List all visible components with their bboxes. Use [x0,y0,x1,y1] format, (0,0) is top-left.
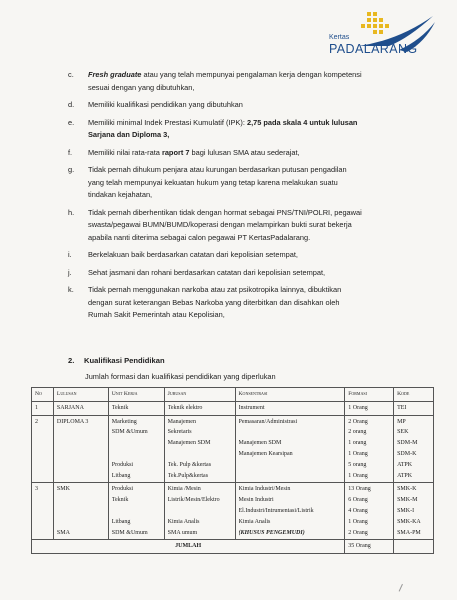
cell-formasi [345,415,394,483]
list-item [68,99,426,112]
cell-lulusan [53,415,108,483]
cell-line: 2 [35,418,38,425]
cell-line: SMK-K [397,486,417,493]
cell-line: 1 Orang [348,404,368,411]
cell-lulusan [53,401,108,415]
cell-line: Produksi [111,461,134,468]
cell-line: SDM &Umum [111,529,148,536]
list-item [68,69,426,94]
total-empty [394,540,434,554]
section-title: Kualifikasi Pendidikan [84,356,165,365]
cell-konsentrasi [235,483,345,540]
cell-jurusan [164,401,235,415]
cell-formasi [345,483,394,540]
cell-kode [394,415,434,483]
cell-no [32,415,54,483]
list-item [68,164,426,202]
cell-line: Litbang [111,472,131,479]
list-item-text: Berkelakuan baik berdasarkan catatan dari kepolisian setempat, [88,250,298,259]
cell-line: 5 orang [348,461,367,468]
list-item-text: Tidak pernah diberhentikan tidak dengan hormat sebagai PNS/TNI/POLRI, pegawai [88,207,362,217]
cell-line: Produksi [111,486,134,493]
col-header-no: No [32,388,54,402]
cell-line: Manajemen SDM [167,440,211,447]
list-marker: e. [68,117,75,127]
list-item-text: Tidak pernah menggunakan narkoba atau zat psikotropika lainnya, dibuktikan [88,285,342,294]
cell-line: 1 Orang [348,518,368,525]
cell-line: Teknik elektro [167,404,203,411]
cell-line: 4 Orang [348,507,368,514]
cell-line: 6 Orang [348,497,368,504]
cell-line [239,460,342,471]
cell-no [32,401,54,415]
cell-line: SMA umum [167,529,198,536]
col-header-formasi: Formasi [345,388,394,402]
cell-line: Kimia Analis [167,518,200,525]
col-header-lulusan: Lulusan [53,388,108,402]
cell-line [168,449,232,460]
cell-line [239,427,342,438]
cell-line: 3 [35,486,38,493]
cell-line: Kimia Analis [238,518,271,525]
cell-line: Listrik/Mesin/Elektro [167,497,220,504]
list-item [68,249,426,262]
list-item-text: Memiliki minimal Indek Prestasi Kumulatif (IPK): 2,75 pada skala 4 untuk lulusan [88,117,358,127]
list-item-text: Tidak pernah dihukum penjara atau kurungan berdasarkan putusan pengadilan [88,165,347,174]
cell-line: DIPLOMA 3 [56,418,89,425]
cell-line: 2 Orang [348,418,368,425]
cell-line: ATPK [397,461,413,468]
cell-line: Tek.Pulp&kertas [167,472,209,479]
cell-line: Teknik [111,404,129,411]
cell-no [32,483,54,540]
list-item-text: yang telah mempunyai kekuatan hukum yang tetap karena melakukan suatu [88,177,338,187]
list-item-text: swasta/pegawai BUMN/BUMD/koperasi dengan melampirkan bukti surat bekerja [88,220,352,229]
list-marker: d. [68,100,75,109]
requirements-list [68,69,426,327]
table-header-row [32,388,434,402]
cell-line: Kimia /Mesin [167,486,201,493]
cell-unit [108,401,164,415]
list-marker: k. [68,285,74,294]
list-marker: h. [68,207,75,217]
list-item-text: apabila nanti diterima sebagai calon pegawai PT KertasPadalarang. [88,232,311,242]
cell-line: 1 orang [348,440,367,447]
cell-line [112,506,161,517]
cell-line: 2 Orang [348,529,368,536]
cell-kode [394,483,434,540]
cell-unit [108,483,164,540]
list-marker: f. [68,147,73,157]
cell-line: SARJANA [56,404,84,411]
table-total-row [32,540,434,554]
list-item [68,267,426,280]
cell-lulusan [53,483,108,540]
cell-line: SMA [56,529,70,536]
list-item-text: Sehat jasmani dan rohani berdasarkan catatan dari kepolisian setempat, [88,267,326,277]
cell-line: SMK-I [397,507,415,514]
table-row [32,401,434,415]
logo-text-small: Kertas [329,34,350,41]
col-header-unit: Unit Kerja [108,388,164,402]
cell-line: SMK [56,486,70,493]
list-marker: g. [68,165,75,174]
cell-line: Manajemen SDM [238,440,282,447]
cell-line: Marketing [111,418,137,425]
cell-line: MP [397,418,406,425]
table-row [32,483,434,540]
cell-line: (KHUSUS PENGEMUDI) [238,529,305,536]
cell-line: SMK-M [397,497,418,504]
cell-jurusan [164,415,235,483]
list-item-text: tindakan kejahatan, [88,190,153,199]
list-item [68,117,426,142]
cell-line [112,438,161,449]
cell-line [57,506,105,517]
list-item-text: Rumah Sakit Pemerintah atau Kepolisian, [88,310,225,319]
cell-line: SDM-K [397,450,417,457]
section-intro: Jumlah formasi dan kualifikasi pendidikan yang diperlukan [85,372,276,381]
table-row [32,415,434,483]
section-heading [68,356,165,365]
cell-line: ATPK [397,472,413,479]
list-item-text: Memiliki kualifikasi pendidikan yang dibutuhkan [88,100,243,109]
cell-line: 2 orang [348,429,367,436]
cell-line: SMA-PM [397,529,421,536]
company-logo [329,6,439,66]
list-item-text: Memiliki nilai rata-rata raport 7 bagi lulusan SMA atau sederajat, [88,147,300,157]
cell-line: Litbang [111,518,131,525]
cell-line: Pemasaran/Administrasi [238,418,298,425]
cell-line: Manajemen [167,418,196,425]
col-header-kode: Kode [394,388,434,402]
list-marker: c. [68,70,74,79]
list-item [68,207,426,245]
pen-mark [399,584,409,594]
cell-line: TEI [397,404,407,411]
cell-line: 1 Orang [348,472,368,479]
cell-line: SDM &Umum [111,429,148,436]
cell-line: 13 Orang [348,486,371,493]
cell-jurusan [164,483,235,540]
cell-line: Manajemen Kearsipan [238,450,293,457]
col-header-jurusan: Jurusan [164,388,235,402]
list-marker: i. [68,250,72,259]
list-item [68,147,426,160]
cell-unit [108,415,164,483]
formation-table [31,387,434,554]
cell-kode [394,401,434,415]
cell-line: SMK-KA [397,518,421,525]
list-item [68,284,426,322]
cell-konsentrasi [235,401,345,415]
total-value: 35 Orang [345,540,394,554]
section-number: 2. [68,356,75,365]
cell-line: 1 [35,404,38,411]
cell-line [57,495,105,506]
cell-line [168,506,232,517]
col-header-konsentrasi: Konsentrasi [235,388,345,402]
cell-konsentrasi [235,415,345,483]
cell-line [57,517,105,528]
total-label: JUMLAH [32,540,345,554]
list-item-text: Fresh graduate atau yang telah mempunyai pengalaman kerja dengan kompetensi [88,70,362,79]
list-item-text: sesuai dengan yang dibutuhkan, [88,82,195,92]
logo-text-big: PADALARANG [329,42,418,56]
list-marker: j. [68,267,72,277]
cell-line: SEK [397,429,409,436]
cell-line: Instrument [238,404,265,411]
cell-line: Kimia Industri/Mesin [238,486,291,493]
cell-line: El.Industri/Intrumentasi/Listrik [238,507,314,514]
cell-line: Sekretaris [167,429,192,436]
cell-line: Teknik [111,497,129,504]
cell-line [239,471,342,482]
cell-line: 1 Orang [348,450,368,457]
cell-formasi [345,401,394,415]
cell-line: SDM-M [397,440,418,447]
cell-line [112,449,161,460]
list-item-text: Sarjana dan Diploma 3, [88,130,170,139]
cell-line: Tek. Pulp &kertas [167,461,212,468]
list-item-text: dengan surat keterangan Bebas Narkoba yang diterbitkan dan disahkan oleh [88,297,340,307]
cell-line: Mesin Industri [238,497,274,504]
